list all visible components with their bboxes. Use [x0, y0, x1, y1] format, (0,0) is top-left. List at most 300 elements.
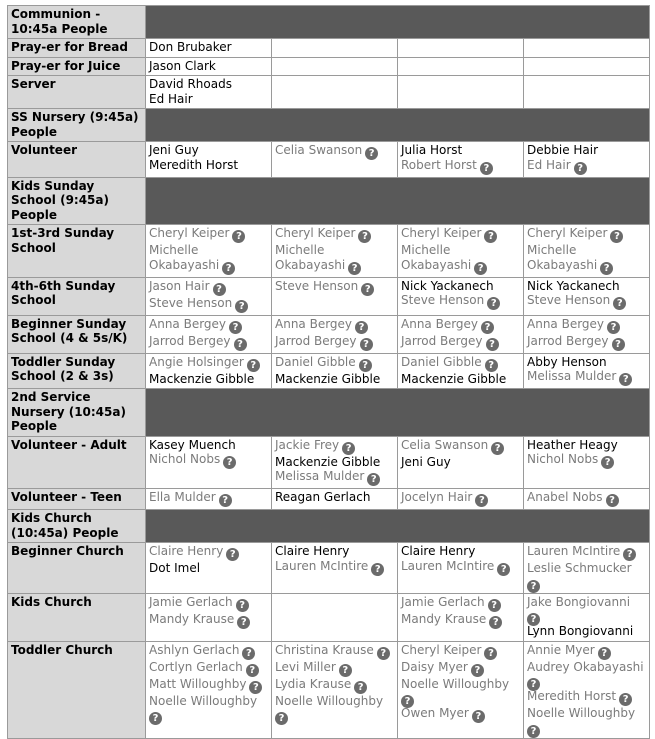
question-circle-icon[interactable]: ? — [598, 647, 611, 660]
assignment-cell-week-2 — [272, 353, 398, 389]
help-icon-line — [527, 674, 646, 689]
volunteer-name[interactable] — [275, 455, 394, 470]
role-row-beginner-sunday-school-4-5s-k — [8, 315, 650, 353]
role-label: Volunteer — [8, 142, 146, 178]
volunteer-name-text: Mandy Krause — [149, 611, 235, 626]
question-circle-icon[interactable]: ? — [488, 599, 501, 612]
volunteer-name[interactable] — [275, 334, 394, 351]
question-circle-icon[interactable]: ? — [359, 359, 372, 372]
question-circle-icon[interactable]: ? — [367, 473, 380, 486]
assignment-cell-week-2 — [272, 39, 398, 58]
question-circle-icon[interactable]: ? — [246, 664, 259, 677]
assignment-cell-week-1 — [146, 315, 272, 353]
volunteer-name[interactable] — [149, 296, 268, 313]
volunteer-name[interactable] — [149, 372, 268, 387]
volunteer-name-text: Lauren McIntire — [527, 544, 621, 558]
question-circle-icon[interactable]: ? — [484, 230, 497, 243]
volunteer-name[interactable] — [527, 490, 646, 507]
volunteer-name[interactable] — [149, 490, 268, 507]
role-row-pray-er-for-bread — [8, 39, 650, 58]
assignment-cell-week-4 — [524, 353, 650, 389]
volunteer-name-text: Mackenzie Gibble — [149, 371, 255, 386]
role-label: 4th-6th Sunday School — [8, 277, 146, 315]
question-circle-icon[interactable]: ? — [619, 373, 632, 386]
volunteer-name-text: Steve Henson — [401, 293, 485, 307]
volunteer-name-text: Debbie Hair — [527, 143, 599, 157]
question-circle-icon[interactable]: ? — [348, 262, 361, 275]
volunteer-name[interactable] — [527, 317, 646, 334]
role-row-server — [8, 76, 650, 109]
volunteer-name-text: Jarrod Bergey — [149, 333, 231, 348]
assignment-cell-week-3 — [398, 593, 524, 641]
volunteer-name[interactable] — [401, 643, 520, 660]
role-row-toddler-church — [8, 641, 650, 738]
question-circle-icon[interactable]: ? — [484, 647, 497, 660]
question-circle-icon[interactable]: ? — [339, 664, 352, 677]
question-circle-icon[interactable]: ? — [149, 712, 162, 725]
volunteer-name[interactable] — [527, 706, 646, 721]
volunteer-name-text: Cheryl Keiper — [527, 226, 608, 240]
volunteer-name[interactable] — [149, 279, 268, 296]
category-title: SS Nursery (9:45a) People — [8, 109, 146, 142]
volunteer-name-text: Robert Horst — [401, 157, 477, 172]
volunteer-name[interactable] — [527, 334, 646, 351]
volunteer-name[interactable] — [275, 490, 394, 505]
volunteer-name[interactable] — [275, 226, 394, 243]
volunteer-name-text: Jamie Gerlach — [149, 594, 233, 609]
question-circle-icon[interactable]: ? — [229, 321, 242, 334]
volunteer-name[interactable] — [401, 438, 520, 455]
question-circle-icon[interactable]: ? — [486, 338, 499, 351]
role-label: Beginner Church — [8, 543, 146, 594]
question-circle-icon[interactable]: ? — [527, 580, 540, 593]
role-row-volunteer — [8, 142, 650, 178]
volunteer-name[interactable] — [401, 355, 520, 372]
volunteer-name[interactable] — [527, 355, 646, 370]
assignment-cell-week-1 — [146, 277, 272, 315]
question-circle-icon[interactable]: ? — [489, 616, 502, 629]
volunteer-name[interactable] — [275, 469, 394, 486]
question-circle-icon[interactable]: ? — [475, 494, 488, 507]
question-circle-icon[interactable]: ? — [527, 613, 540, 626]
volunteer-name[interactable] — [527, 243, 646, 258]
assignment-cell-week-2 — [272, 57, 398, 76]
volunteer-name[interactable] — [149, 243, 268, 258]
assignment-cell-week-4 — [524, 315, 650, 353]
role-row-beginner-church — [8, 543, 650, 594]
volunteer-name[interactable] — [149, 143, 268, 158]
volunteer-name-text: Ella Mulder — [149, 490, 216, 504]
question-circle-icon[interactable]: ? — [606, 494, 619, 507]
question-circle-icon[interactable]: ? — [355, 321, 368, 334]
question-circle-icon[interactable]: ? — [226, 548, 239, 561]
volunteer-name[interactable] — [275, 677, 394, 694]
volunteer-name[interactable] — [401, 612, 520, 629]
question-circle-icon[interactable]: ? — [235, 300, 248, 313]
volunteer-name[interactable] — [149, 258, 268, 275]
assignment-cell-week-3 — [398, 489, 524, 510]
volunteer-name-text: Jason Clark — [149, 58, 216, 73]
question-circle-icon[interactable]: ? — [474, 262, 487, 275]
question-circle-icon[interactable]: ? — [491, 442, 504, 455]
volunteer-name-text: Okabayashi — [401, 257, 472, 272]
volunteer-name[interactable] — [275, 643, 394, 660]
volunteer-name[interactable] — [527, 643, 646, 660]
question-circle-icon[interactable]: ? — [613, 297, 626, 310]
volunteer-name[interactable] — [527, 438, 646, 453]
volunteer-name-text: Nichol Nobs — [149, 452, 221, 466]
volunteer-name[interactable] — [527, 143, 646, 158]
question-circle-icon[interactable]: ? — [223, 456, 236, 469]
volunteer-name-text: Ed Hair — [149, 91, 193, 106]
volunteer-name-text: Melissa Mulder — [527, 369, 617, 383]
volunteer-name[interactable] — [401, 334, 520, 351]
question-circle-icon[interactable]: ? — [361, 283, 374, 296]
assignment-cell-week-1 — [146, 39, 272, 58]
question-circle-icon[interactable]: ? — [601, 456, 614, 469]
volunteer-name[interactable] — [149, 355, 268, 372]
category-title: Communion - 10:45a People — [8, 6, 146, 39]
role-label: Volunteer - Teen — [8, 489, 146, 510]
assignment-cell-week-4 — [524, 57, 650, 76]
volunteer-name-text: Jocelyn Hair — [401, 490, 473, 504]
volunteer-name-text: David Rhoads — [149, 77, 232, 91]
volunteer-name[interactable] — [149, 77, 268, 92]
volunteer-name-text: Anna Bergey — [401, 316, 479, 331]
volunteer-name-text: Ed Hair — [527, 157, 571, 172]
help-icon-line — [527, 721, 646, 736]
assignment-cell-week-2 — [272, 315, 398, 353]
volunteer-name[interactable] — [149, 561, 268, 576]
volunteer-name[interactable] — [149, 643, 268, 660]
assignment-cell-week-1 — [146, 543, 272, 594]
question-circle-icon[interactable]: ? — [480, 162, 493, 175]
volunteer-name[interactable] — [527, 689, 646, 706]
question-circle-icon[interactable]: ? — [600, 262, 613, 275]
volunteer-name[interactable] — [275, 660, 394, 677]
assignment-cell-week-3 — [398, 57, 524, 76]
volunteer-name[interactable] — [401, 544, 520, 559]
volunteer-name[interactable] — [149, 595, 268, 612]
assignment-cell-week-1 — [146, 489, 272, 510]
volunteer-name[interactable] — [401, 677, 520, 692]
schedule-body — [8, 6, 650, 739]
assignment-cell-week-3 — [398, 277, 524, 315]
volunteer-name[interactable] — [149, 59, 268, 74]
volunteer-name-text: Christina Krause — [275, 642, 374, 657]
schedule-table — [7, 5, 650, 739]
role-label: Toddler Church — [8, 641, 146, 738]
assignment-cell-week-1 — [146, 142, 272, 178]
question-circle-icon[interactable]: ? — [358, 230, 371, 243]
assignment-cell-week-2 — [272, 593, 398, 641]
help-icon-line — [149, 708, 268, 723]
volunteer-name-text: Owen Myer — [401, 706, 469, 720]
assignment-cell-week-1 — [146, 353, 272, 389]
volunteer-name[interactable] — [149, 694, 268, 709]
volunteer-name-text: Cheryl Keiper — [401, 226, 482, 240]
category-title: Kids Church (10:45a) People — [8, 510, 146, 543]
volunteer-name-text: Abby Henson — [527, 354, 607, 369]
volunteer-name-text: Julia Horst — [401, 143, 463, 157]
volunteer-name[interactable] — [401, 706, 520, 723]
volunteer-name[interactable] — [275, 355, 394, 372]
question-circle-icon[interactable]: ? — [213, 283, 226, 296]
assignment-cell-week-4 — [524, 277, 650, 315]
volunteer-name-text: Noelle Willoughby — [401, 676, 510, 691]
question-circle-icon[interactable]: ? — [237, 616, 250, 629]
volunteer-name[interactable] — [149, 158, 268, 173]
volunteer-name[interactable] — [401, 243, 520, 258]
volunteer-name-text: Steve Henson — [275, 278, 359, 293]
volunteer-name-text: Michelle — [275, 243, 325, 257]
volunteer-name-text: Jarrod Bergey — [527, 333, 609, 348]
role-label: Pray-er for Juice — [8, 57, 146, 76]
category-band — [146, 510, 650, 543]
category-row — [8, 389, 650, 437]
volunteer-name[interactable] — [527, 624, 646, 639]
volunteer-name[interactable] — [149, 40, 268, 55]
volunteer-name[interactable] — [401, 258, 520, 275]
question-circle-icon[interactable]: ? — [472, 710, 485, 723]
volunteer-name-text: Jeni Guy — [401, 454, 451, 469]
volunteer-name-text: Kasey Muench — [149, 437, 236, 452]
role-label: Server — [8, 76, 146, 109]
question-circle-icon[interactable]: ? — [222, 262, 235, 275]
volunteer-name[interactable] — [401, 317, 520, 334]
help-icon-line — [527, 576, 646, 591]
volunteer-name[interactable] — [149, 677, 268, 694]
volunteer-name[interactable] — [527, 279, 646, 294]
question-circle-icon[interactable]: ? — [481, 321, 494, 334]
assignment-cell-week-2 — [272, 142, 398, 178]
assignment-cell-week-3 — [398, 641, 524, 738]
volunteer-name-text: Ashlyn Gerlach — [149, 642, 240, 657]
assignment-cell-week-1 — [146, 225, 272, 278]
volunteer-name[interactable] — [275, 372, 394, 387]
volunteer-name[interactable] — [275, 243, 394, 258]
question-circle-icon[interactable]: ? — [485, 359, 498, 372]
volunteer-name[interactable] — [401, 372, 520, 387]
volunteer-name[interactable] — [149, 452, 268, 469]
question-circle-icon[interactable]: ? — [242, 647, 255, 660]
category-band — [146, 177, 650, 225]
question-circle-icon[interactable]: ? — [234, 338, 247, 351]
volunteer-name-text: Leslie Schmucker — [527, 561, 632, 575]
role-label: Volunteer - Adult — [8, 436, 146, 489]
volunteer-name-text: Mackenzie Gibble — [275, 371, 381, 386]
volunteer-name[interactable] — [401, 143, 520, 158]
assignment-cell-week-3 — [398, 353, 524, 389]
help-icon-line — [527, 609, 646, 624]
assignment-cell-week-4 — [524, 489, 650, 510]
question-circle-icon[interactable]: ? — [219, 494, 232, 507]
question-circle-icon[interactable]: ? — [247, 359, 260, 372]
question-circle-icon[interactable]: ? — [236, 599, 249, 612]
assignment-cell-week-2 — [272, 436, 398, 489]
volunteer-name-text: Noelle Willoughby — [527, 706, 636, 720]
volunteer-name[interactable] — [149, 612, 268, 629]
volunteer-name[interactable] — [401, 559, 520, 576]
volunteer-name-text: Anna Bergey — [275, 316, 353, 331]
role-label: Kids Church — [8, 593, 146, 641]
category-row — [8, 177, 650, 225]
volunteer-name-text: Steve Henson — [527, 293, 611, 307]
question-circle-icon[interactable]: ? — [607, 321, 620, 334]
volunteer-name[interactable] — [275, 317, 394, 334]
role-row-4th-6th-sunday-school — [8, 277, 650, 315]
volunteer-name[interactable] — [527, 293, 646, 310]
volunteer-name-text: Heather Heagy — [527, 437, 618, 452]
role-row-pray-er-for-juice — [8, 57, 650, 76]
category-band — [146, 109, 650, 142]
volunteer-name[interactable] — [401, 660, 520, 677]
volunteer-name-text: Jarrod Bergey — [401, 333, 483, 348]
assignment-cell-week-4 — [524, 641, 650, 738]
volunteer-name[interactable] — [527, 158, 646, 175]
assignment-cell-week-2 — [272, 489, 398, 510]
volunteer-name[interactable] — [527, 369, 646, 386]
volunteer-name[interactable] — [401, 455, 520, 470]
question-circle-icon[interactable]: ? — [360, 338, 373, 351]
volunteer-name-text: Levi Miller — [275, 659, 336, 674]
volunteer-name[interactable] — [149, 334, 268, 351]
assignment-cell-week-2 — [272, 225, 398, 278]
volunteer-name[interactable] — [401, 595, 520, 612]
assignment-cell-week-1 — [146, 641, 272, 738]
volunteer-name-text: Michelle — [149, 243, 199, 257]
question-circle-icon[interactable]: ? — [487, 297, 500, 310]
assignment-cell-week-3 — [398, 142, 524, 178]
volunteer-name-text: Jason Hair — [149, 278, 210, 293]
question-circle-icon[interactable]: ? — [612, 338, 625, 351]
assignment-cell-week-2 — [272, 543, 398, 594]
volunteer-name-text: Michelle — [401, 243, 451, 257]
volunteer-name-text: Anna Bergey — [149, 316, 227, 331]
volunteer-name[interactable] — [401, 158, 520, 175]
volunteer-name-text: Lauren McIntire — [275, 558, 369, 573]
volunteer-name[interactable] — [275, 143, 394, 160]
question-circle-icon[interactable]: ? — [232, 230, 245, 243]
question-circle-icon[interactable]: ? — [401, 695, 414, 708]
assignment-cell-week-1 — [146, 436, 272, 489]
assignment-cell-week-1 — [146, 57, 272, 76]
volunteer-name[interactable] — [527, 258, 646, 275]
volunteer-name-text: Angie Holsinger — [149, 354, 244, 369]
volunteer-name[interactable] — [275, 694, 394, 709]
volunteer-name[interactable] — [527, 561, 646, 576]
question-circle-icon[interactable]: ? — [377, 647, 390, 660]
volunteer-name[interactable] — [275, 544, 394, 559]
category-title: Kids Sunday School (9:45a) People — [8, 177, 146, 225]
assignment-cell-week-4 — [524, 76, 650, 109]
volunteer-name[interactable] — [149, 544, 268, 561]
question-circle-icon[interactable]: ? — [497, 563, 510, 576]
question-circle-icon[interactable]: ? — [471, 664, 484, 677]
volunteer-name[interactable] — [527, 544, 646, 561]
volunteer-name-text: Lynn Bongiovanni — [527, 624, 634, 638]
volunteer-name-text: Lydia Krause — [275, 676, 352, 691]
assignment-cell-week-3 — [398, 436, 524, 489]
category-title: 2nd Service Nursery (10:45a) People — [8, 389, 146, 437]
volunteer-name-text: Jarrod Bergey — [275, 333, 357, 348]
volunteer-name[interactable] — [149, 92, 268, 107]
assignment-cell-week-1 — [146, 593, 272, 641]
volunteer-name[interactable] — [275, 559, 394, 576]
assignment-cell-week-3 — [398, 543, 524, 594]
assignment-cell-week-2 — [272, 641, 398, 738]
question-circle-icon[interactable]: ? — [354, 681, 367, 694]
question-circle-icon[interactable]: ? — [342, 442, 355, 455]
volunteer-name[interactable] — [275, 258, 394, 275]
volunteer-name[interactable] — [527, 660, 646, 675]
volunteer-name[interactable] — [401, 490, 520, 507]
volunteer-name-text: Cheryl Keiper — [401, 642, 482, 657]
volunteer-name-text: Jake Bongiovanni — [527, 594, 631, 609]
volunteer-name[interactable] — [401, 279, 520, 294]
assignment-cell-week-4 — [524, 225, 650, 278]
assignment-cell-week-3 — [398, 76, 524, 109]
question-circle-icon[interactable]: ? — [275, 712, 288, 725]
role-row-volunteer-teen — [8, 489, 650, 510]
question-circle-icon[interactable]: ? — [527, 678, 540, 691]
question-circle-icon[interactable]: ? — [365, 147, 378, 160]
assignment-cell-week-4 — [524, 436, 650, 489]
volunteer-name[interactable] — [149, 317, 268, 334]
volunteer-name[interactable] — [527, 226, 646, 243]
role-row-toddler-sunday-school-2-3s — [8, 353, 650, 389]
role-row-volunteer-adult — [8, 436, 650, 489]
volunteer-name-text: Noelle Willoughby — [149, 693, 258, 708]
volunteer-name-text: Claire Henry — [275, 544, 350, 558]
question-circle-icon[interactable]: ? — [610, 230, 623, 243]
volunteer-name-text: Daisy Myer — [401, 659, 468, 674]
volunteer-name[interactable] — [527, 595, 646, 610]
category-band — [146, 6, 650, 39]
volunteer-name[interactable] — [401, 226, 520, 243]
volunteer-name[interactable] — [149, 438, 268, 453]
assignment-cell-week-3 — [398, 225, 524, 278]
question-circle-icon[interactable]: ? — [574, 162, 587, 175]
volunteer-name-text: Steve Henson — [149, 295, 233, 310]
question-circle-icon[interactable]: ? — [371, 563, 384, 576]
question-circle-icon[interactable]: ? — [249, 681, 262, 694]
question-circle-icon[interactable]: ? — [527, 725, 540, 738]
volunteer-name-text: Noelle Willoughby — [275, 693, 384, 708]
role-label: Beginner Sunday School (4 & 5s/K) — [8, 315, 146, 353]
volunteer-name[interactable] — [527, 452, 646, 469]
volunteer-name-text: Okabayashi — [275, 257, 346, 272]
role-label: 1st-3rd Sunday School — [8, 225, 146, 278]
role-row-kids-church — [8, 593, 650, 641]
assignment-cell-week-2 — [272, 76, 398, 109]
volunteer-name[interactable] — [149, 660, 268, 677]
question-circle-icon[interactable]: ? — [623, 548, 636, 561]
volunteer-name-text: Audrey Okabayashi — [527, 659, 644, 674]
question-circle-icon[interactable]: ? — [619, 693, 632, 706]
volunteer-name-text: Dot Imel — [149, 561, 201, 575]
volunteer-name-text: Nick Yackanech — [401, 278, 494, 293]
volunteer-name-text: Meredith Horst — [527, 689, 617, 703]
volunteer-name[interactable] — [275, 279, 394, 296]
volunteer-name[interactable] — [401, 293, 520, 310]
volunteer-name[interactable] — [149, 226, 268, 243]
help-icon-line — [275, 708, 394, 723]
role-label: Toddler Sunday School (2 & 3s) — [8, 353, 146, 389]
volunteer-name-text: Cortlyn Gerlach — [149, 659, 243, 674]
volunteer-name[interactable] — [275, 438, 394, 455]
assignment-cell-week-2 — [272, 277, 398, 315]
